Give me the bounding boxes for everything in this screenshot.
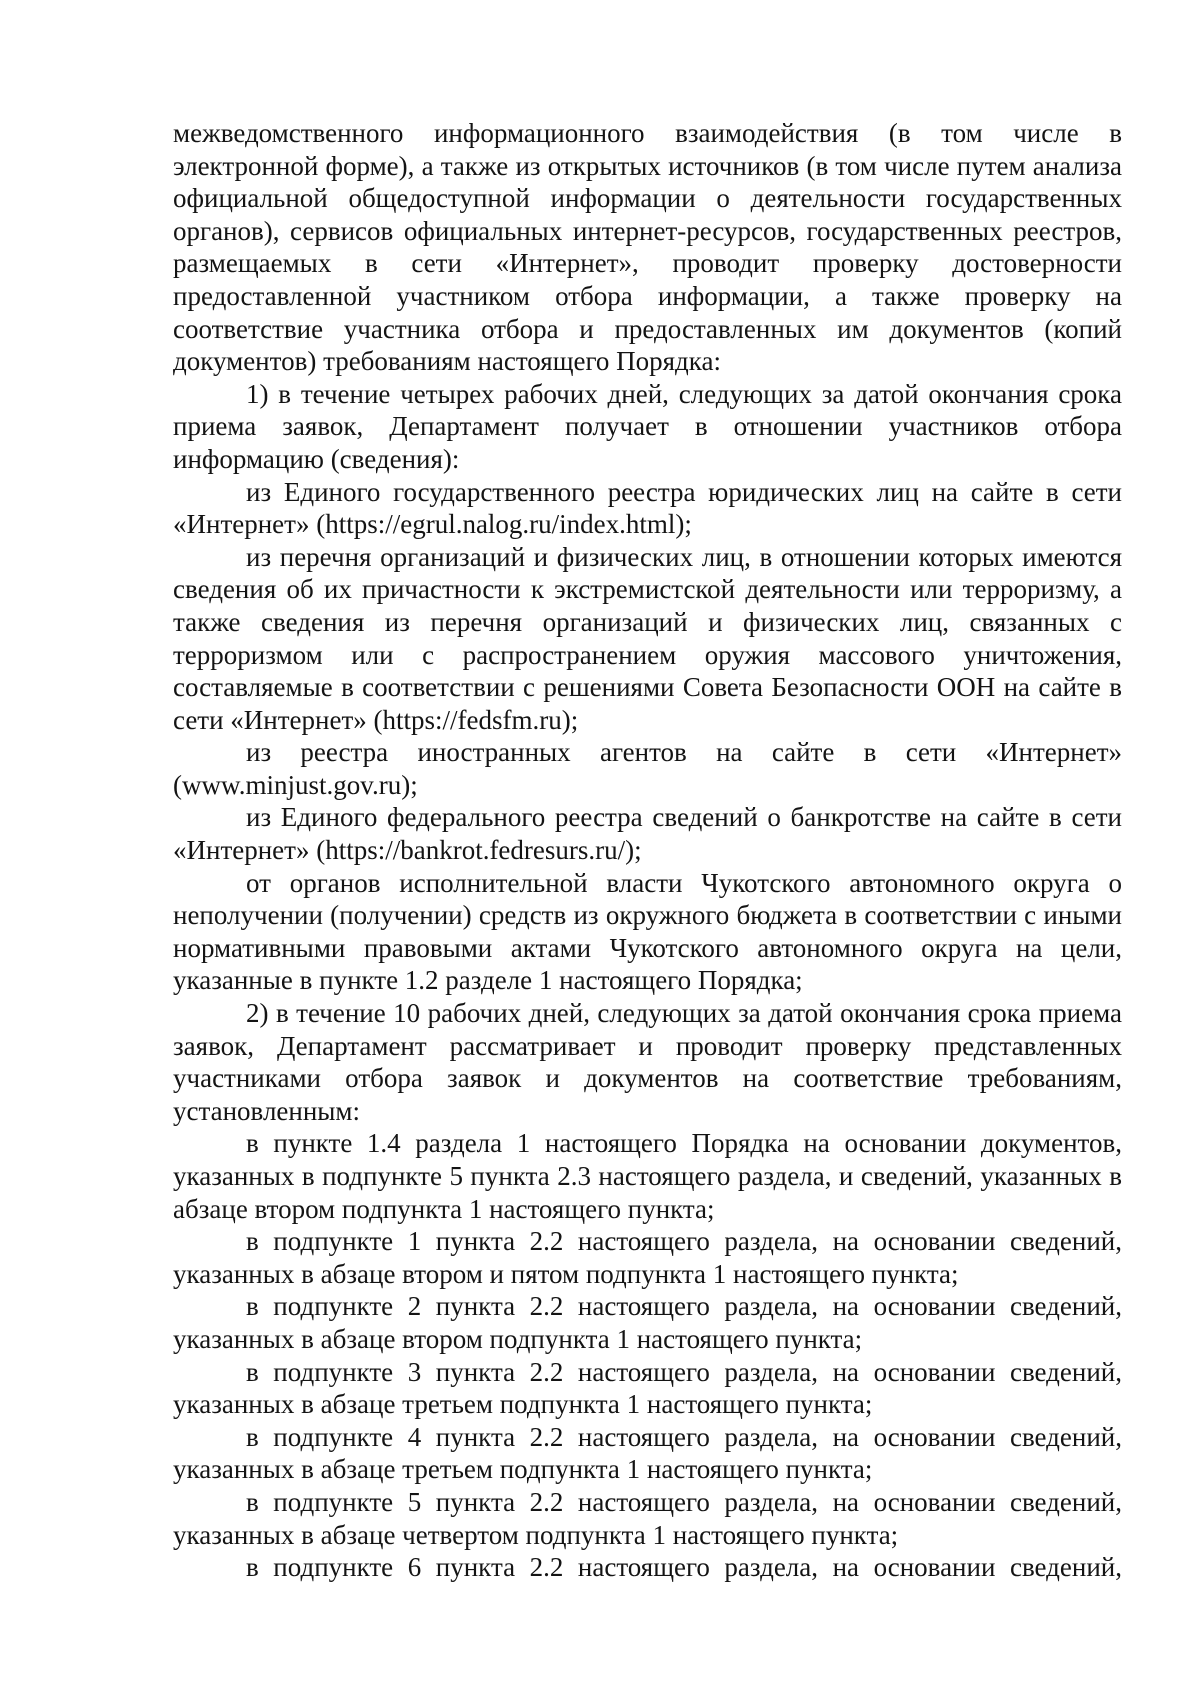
paragraph-requirement-2-2-2: в подпункте 2 пункта 2.2 настоящего раздела, на основании сведений, указанных в абзаце втором подпункта 1 настоящего пункта; (173, 1291, 1122, 1354)
paragraph-subclause-1: 1) в течение четырех рабочих дней, следующих за датой окончания срока приема заявок, Департамент получает в отношении участников отбора информацию (сведения): (173, 378, 1122, 474)
paragraph-requirement-2-2-3: в подпункте 3 пункта 2.2 настоящего раздела, на основании сведений, указанных в абзаце третьем подпункта 1 настоящего пункта; (173, 1356, 1122, 1420)
paragraph-requirement-1-4: в пункте 1.4 раздела 1 настоящего Порядка на основании документов, указанных в подпункте 5 пункта 2.3 настоящего раздела, и сведений, указанных в абзаце втором подпункта 1 настоящего пункта; (173, 1128, 1122, 1224)
paragraph-bankruptcy-source: из Единого федерального реестра сведений о банкротстве на сайте в сети «Интернет» (https://bankrot.fedresurs.ru/); (173, 802, 1122, 866)
paragraph-extremism-list-source: из перечня организаций и физических лиц, в отношении которых имеются сведения об их причастности к экстремистской деятельности или терроризму, а также сведения из перечня организаций и физических лиц, связанных с терроризмом или с распространением оружия массового уничтожения, составляемые в соответствии с решениями Совета Безопасности ООН на сайте в сети «Интернет» (https://fedsfm.ru); (173, 541, 1122, 735)
paragraph-executive-bodies-source: от органов исполнительной власти Чукотского автономного округа о неполучении (получении) средств из окружного бюджета в соответствии с иными нормативными правовыми актами Чукотского автономного округа на цели, указанные в пункте 1.2 разделе 1 настоящего Порядка; (173, 867, 1122, 996)
paragraph-requirement-2-2-4: в подпункте 4 пункта 2.2 настоящего раздела, на основании сведений, указанных в абзаце третьем подпункта 1 настоящего пункта; (173, 1421, 1122, 1485)
document-body (173, 117, 1122, 1584)
paragraph-requirement-2-2-1: в подпункте 1 пункта 2.2 настоящего раздела, на основании сведений, указанных в абзаце втором и пятом подпункта 1 настоящего пункта; (173, 1226, 1122, 1289)
paragraph-requirement-2-2-6: в подпункте 6 пункта 2.2 настоящего раздела, на основании сведений, (246, 1552, 1122, 1583)
paragraph-requirement-2-2-5: в подпункте 5 пункта 2.2 настоящего раздела, на основании сведений, указанных в абзаце четвертом подпункта 1 настоящего пункта; (173, 1486, 1122, 1550)
paragraph-intro-continued: межведомственного информационного взаимодействия (в том числе в электронной форме), а также из открытых источников (в том числе путем анализа официальной общедоступной информации о деятельности государственных органов), сервисов официальных интернет-ресурсов, государственных реестров, размещаемых в сети «Интернет», проводит проверку достоверности предоставленной участником отбора информации, а также проверку на соответствие участника отбора и предоставленных им документов (копий документов) требованиям настоящего Порядка: (173, 118, 1122, 377)
paragraph-subclause-2: 2) в течение 10 рабочих дней, следующих за датой окончания срока приема заявок, Департамент рассматривает и проводит проверку представленных участниками отбора заявок и документов на соответствие требованиям, установленным: (173, 998, 1122, 1126)
paragraph-egrul-source: из Единого государственного реестра юридических лиц на сайте в сети «Интернет» (https://egrul.nalog.ru/index.html); (173, 476, 1122, 540)
paragraph-foreign-agents-source: из реестра иностранных агентов на сайте в сети «Интернет» (www.minjust.gov.ru); (173, 737, 1122, 800)
